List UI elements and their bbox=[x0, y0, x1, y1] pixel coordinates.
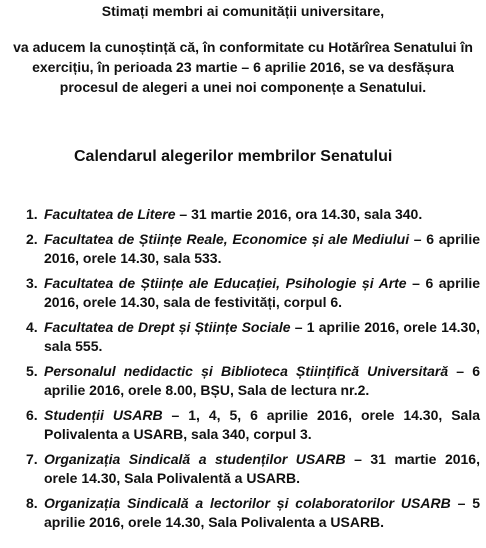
item-details: – 1 aprilie 2016, orele 14.30, sala 555. bbox=[44, 319, 481, 354]
item-details: – 6 aprilie 2016, orele 8.00, BȘU, Sala de lectura nr.2. bbox=[44, 363, 480, 398]
faculty-name: Studenții USARB bbox=[44, 407, 163, 423]
list-item bbox=[0, 406, 486, 444]
item-details: – 6 aprilie 2016, orele 14.30, sala de festivități, corpul 6. bbox=[44, 275, 481, 310]
greeting: Stimați membri ai comunității universitare, bbox=[101, 3, 385, 19]
list-item bbox=[0, 450, 486, 488]
item-details: – 31 martie 2016, orele 14.30, Sala Polivalentă a USARB. bbox=[44, 451, 480, 486]
list-item bbox=[0, 362, 486, 400]
list-item bbox=[0, 494, 486, 532]
item-number: 4. bbox=[26, 319, 38, 335]
faculty-name: Organizația Sindicală a lectorilor și colaboratorilor USARB bbox=[44, 495, 451, 511]
list-item bbox=[0, 230, 486, 268]
faculty-name: Personalul nedidactic și Biblioteca Științifică Universitară bbox=[44, 363, 449, 379]
item-number: 3. bbox=[26, 275, 38, 291]
item-details: – 1, 4, 5, 6 aprilie 2016, orele 14.30, Sala Polivalenta a USARB, sala 340, corpul 3. bbox=[44, 407, 480, 442]
calendar-list bbox=[0, 205, 486, 538]
intro-paragraph: va aducem la cunoștință că, în conformitate cu Hotărîrea Senatului în exercițiu, în perioada 23 martie – 6 aprilie 2016, se va desfășura procesul de alegeri a unei noi componențe a Senatului. bbox=[13, 39, 473, 95]
item-details: – 6 aprilie 2016, orele 14.30, sala 533. bbox=[44, 231, 480, 266]
item-number: 6. bbox=[26, 407, 38, 423]
faculty-name: Facultatea de Științe Reale, Economice și ale Mediului bbox=[44, 231, 410, 247]
faculty-name: Organizația Sindicală a studenților USARB bbox=[44, 451, 346, 467]
item-number: 5. bbox=[26, 363, 38, 379]
item-number: 2. bbox=[26, 231, 38, 247]
item-number: 1. bbox=[26, 206, 38, 222]
item-number: 7. bbox=[26, 451, 38, 467]
list-item bbox=[0, 274, 486, 312]
item-details: – 5 aprilie 2016, orele 14.30, Sala Polivalenta a USARB. bbox=[44, 495, 480, 530]
item-number: 8. bbox=[26, 495, 38, 511]
list-item bbox=[0, 318, 486, 356]
faculty-name: Facultatea de Drept și Științe Sociale bbox=[44, 319, 291, 335]
calendar-title: Calendarul alegerilor membrilor Senatului bbox=[74, 148, 393, 165]
faculty-name: Facultatea de Litere bbox=[44, 206, 176, 222]
faculty-name: Facultatea de Științe ale Educației, Psihologie și Arte bbox=[44, 275, 407, 291]
list-item bbox=[0, 205, 486, 224]
item-details: – 31 martie 2016, ora 14.30, sala 340. bbox=[175, 206, 423, 222]
